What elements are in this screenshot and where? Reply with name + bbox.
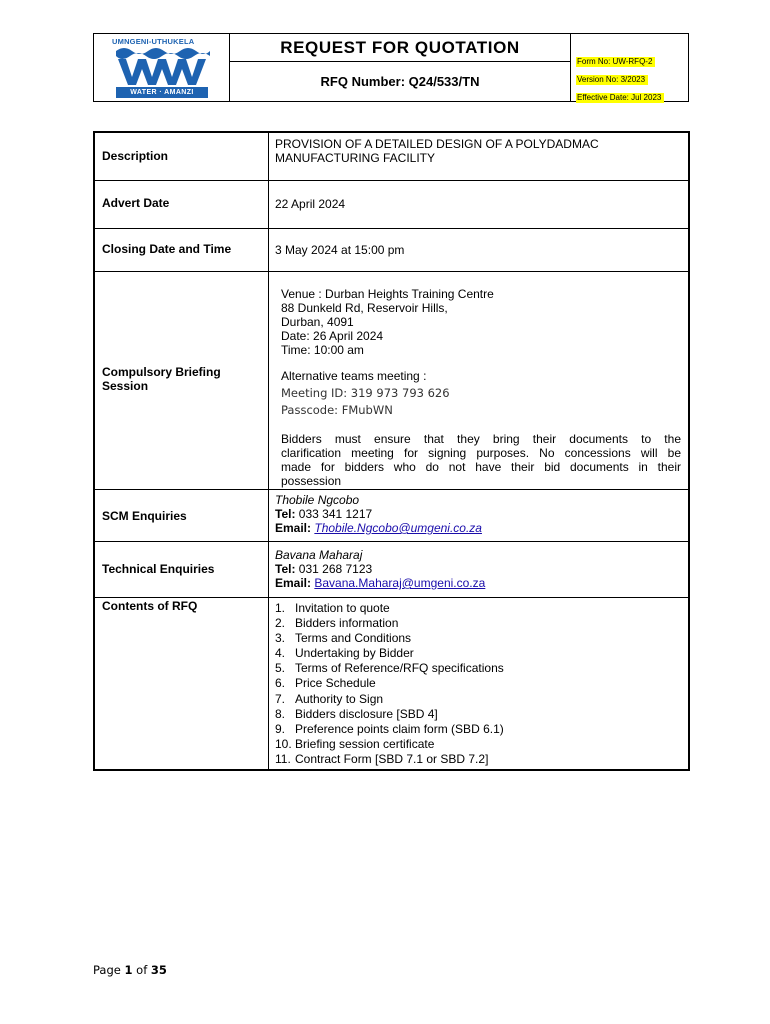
contents-list [275,601,504,767]
briefing-note-line-3: made for bidders who do not have their bid documents in their [281,460,681,474]
table-row-description [95,133,688,181]
description-label: Description [102,149,169,163]
table-row-advert-date [95,181,688,229]
briefing-time: Time: 10:00 am [281,343,364,357]
scm-email-link[interactable]: Thobile.Ngcobo@umgeni.co.za [314,521,482,535]
briefing-date: Date: 26 April 2024 [281,329,384,343]
contents-label: Contents of RFQ [102,599,198,613]
description-line-2: MANUFACTURING FACILITY [275,151,436,165]
advert-date-label: Advert Date [102,196,170,210]
teams-passcode: Passcode: FMubWN [281,403,393,417]
list-item: 3. Terms and Conditions [275,631,412,646]
briefing-address-line-2: Durban, 4091 [281,315,354,329]
effective-date: Effective Date: Jul 2023 [576,93,664,103]
list-item: 6. Price Schedule [275,676,376,691]
table-row-scm-enquiries [95,490,688,542]
table-row-closing-date [95,229,688,272]
briefing-note-line-1: Bidders must ensure that they bring their documents to the [281,432,681,446]
description-line-1: PROVISION OF A DETAILED DESIGN OF A POLYDADMAC [275,137,599,151]
form-meta [571,34,688,101]
rfq-details-table [93,131,690,771]
list-item: 4. Undertaking by Bidder [275,646,414,661]
briefing-note-line-2: clarification meeting for signing purposes. No concessions will be [281,446,681,460]
technical-contact-name: Bavana Maharaj [275,548,363,562]
table-row-briefing-session [95,272,688,490]
closing-date-value: 3 May 2024 at 15:00 pm [275,243,405,257]
technical-tel: 031 268 7123 [298,562,373,576]
technical-tel-label: Tel: [275,562,296,576]
table-row-contents [95,598,688,769]
alternative-teams-meeting: Alternative teams meeting : [281,369,427,383]
list-item: 11. Contract Form [SBD 7.1 or SBD 7.2] [275,751,489,766]
closing-date-label: Closing Date and Time [102,242,232,256]
list-item: 9. Preference points claim form (SBD 6.1) [275,721,504,736]
scm-contact-name: Thobile Ngcobo [275,493,360,507]
technical-enquiries-label: Technical Enquiries [102,562,215,576]
technical-email-link[interactable]: Bavana.Maharaj@umgeni.co.za [314,576,486,590]
scm-tel-label: Tel: [275,507,296,521]
table-row-technical-enquiries [95,542,688,598]
logo-top-text: UMNGENI-UTHUKELA [112,37,195,46]
list-item: 5. Terms of Reference/RFQ specifications [275,661,504,676]
document-header [93,33,689,102]
version-number: Version No: 3/2023 [576,75,648,85]
technical-email-label: Email: [275,576,312,590]
list-item: 7. Authority to Sign [275,691,384,706]
page-number: Page 1 of 35 [93,963,167,977]
logo-bottom-text: WATER · AMANZI [116,87,208,98]
list-item: 10. Briefing session certificate [275,736,435,751]
briefing-label-line-2: Session [102,379,149,393]
list-item: 1. Invitation to quote [275,601,390,615]
scm-enquiries-label: SCM Enquiries [102,509,187,523]
form-number: Form No: UW-RFQ-2 [576,57,655,67]
scm-tel: 033 341 1217 [298,507,373,521]
water-logo-icon [114,47,210,87]
briefing-note-line-4: possession [281,474,342,488]
briefing-label-line-1: Compulsory Briefing [102,365,221,379]
logo [94,34,230,101]
rfq-number: RFQ Number: Q24/533/TN [320,74,480,89]
teams-meeting-id: Meeting ID: 319 973 793 626 [281,386,450,400]
scm-email-label: Email: [275,521,312,535]
advert-date-value: 22 April 2024 [275,197,346,211]
list-item: 8. Bidders disclosure [SBD 4] [275,706,438,721]
briefing-address-line-1: 88 Dunkeld Rd, Reservoir Hills, [281,301,448,315]
document-title: REQUEST FOR QUOTATION [230,34,570,62]
briefing-venue: Venue : Durban Heights Training Centre [281,287,494,301]
list-item: 2. Bidders information [275,616,399,631]
